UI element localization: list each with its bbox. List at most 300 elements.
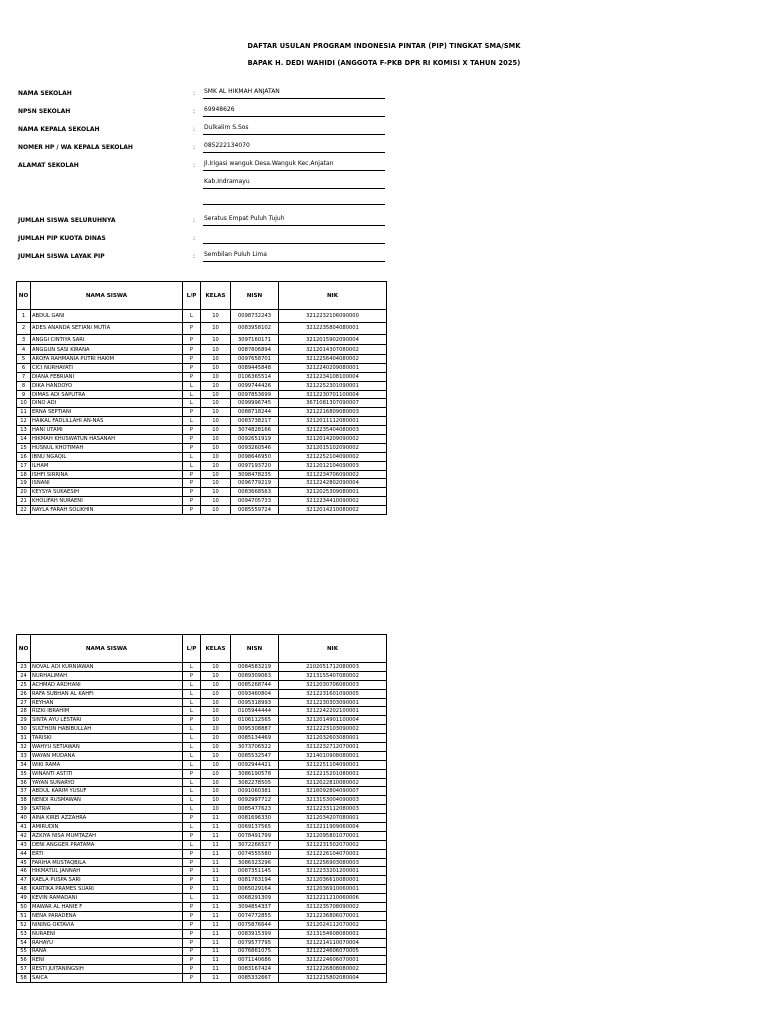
cell-nik: 3212214110070004 <box>279 938 387 947</box>
column-header-nama: NAMA SISWA <box>31 635 183 663</box>
cell-no: 53 <box>17 929 31 938</box>
cell-nama: RENI <box>31 956 183 965</box>
cell-kelas: 10 <box>201 461 231 470</box>
cell-nisn: 0105944444 <box>231 707 279 716</box>
cell-nama: AMIRUDIN <box>31 823 183 832</box>
cell-nik: 3212231502070002 <box>279 840 387 849</box>
cell-nama: RESTI JUITANINGSIH <box>31 965 183 974</box>
cell-nik: 3212224606070005 <box>279 947 387 956</box>
cell-kelas: 11 <box>201 920 231 929</box>
cell-nik: 3212014307080002 <box>279 345 387 355</box>
cell-no: 2 <box>17 322 31 335</box>
cell-nisn: 0079577795 <box>231 938 279 947</box>
cell-nik: 3212014209090002 <box>279 435 387 444</box>
column-header-lp: L/P <box>183 635 201 663</box>
cell-nik: 3212235804080001 <box>279 322 387 335</box>
cell-no: 29 <box>17 716 31 725</box>
cell-nama: CICI NURHAYATI <box>31 363 183 372</box>
cell-nisn: 0095318993 <box>231 698 279 707</box>
cell-nisn: 3074828166 <box>231 426 279 435</box>
info-value: 085222134070 <box>203 142 385 153</box>
cell-nisn: 0096779219 <box>231 479 279 488</box>
cell-nisn: 0098732243 <box>231 310 279 323</box>
cell-lp: L <box>183 840 201 849</box>
cell-no: 39 <box>17 805 31 814</box>
cell-lp: P <box>183 849 201 858</box>
cell-nik: 3212234410090002 <box>279 497 387 506</box>
cell-nama: KHOLIFAH NURAENI <box>31 497 183 506</box>
cell-nisn: 0091060381 <box>231 787 279 796</box>
cell-nama: YAYAN SUNARYO <box>31 778 183 787</box>
cell-no: 25 <box>17 680 31 689</box>
cell-kelas: 10 <box>201 760 231 769</box>
table-row <box>17 823 387 832</box>
cell-kelas: 10 <box>201 345 231 355</box>
cell-nisn: 0098646950 <box>231 452 279 461</box>
cell-kelas: 10 <box>201 335 231 345</box>
cell-nik: 3212034207080001 <box>279 814 387 823</box>
info-colon: : <box>193 235 196 242</box>
cell-nik: 3212015102090002 <box>279 443 387 452</box>
cell-nisn: 0085559724 <box>231 506 279 515</box>
cell-kelas: 10 <box>201 452 231 461</box>
cell-no: 4 <box>17 345 31 355</box>
cell-lp: P <box>183 335 201 345</box>
table-row <box>17 760 387 769</box>
cell-kelas: 11 <box>201 956 231 965</box>
cell-nisn: 0085477623 <box>231 805 279 814</box>
cell-lp: L <box>183 894 201 903</box>
cell-nik: 3214010908080001 <box>279 751 387 760</box>
table-row <box>17 461 387 470</box>
cell-lp: L <box>183 743 201 752</box>
table-row <box>17 663 387 672</box>
cell-lp: L <box>183 399 201 408</box>
cell-nama: SAICA <box>31 974 183 983</box>
cell-nisn: 0099744426 <box>231 381 279 390</box>
cell-lp: L <box>183 698 201 707</box>
table-row <box>17 443 387 452</box>
cell-kelas: 10 <box>201 725 231 734</box>
table-row <box>17 885 387 894</box>
info-colon: : <box>193 126 196 133</box>
cell-lp: P <box>183 426 201 435</box>
table-row <box>17 734 387 743</box>
cell-no: 11 <box>17 408 31 417</box>
cell-no: 43 <box>17 840 31 849</box>
cell-nik: 3212211210060006 <box>279 894 387 903</box>
info-colon: : <box>193 90 196 97</box>
cell-nisn: 0083915399 <box>231 929 279 938</box>
cell-nama: ISHFI SIRRINA <box>31 470 183 479</box>
cell-no: 24 <box>17 671 31 680</box>
cell-lp: P <box>183 876 201 885</box>
cell-nik: 3212236806070001 <box>279 911 387 920</box>
table-row <box>17 920 387 929</box>
cell-nisn: 3072266527 <box>231 840 279 849</box>
cell-kelas: 10 <box>201 435 231 444</box>
table-row <box>17 355 387 364</box>
cell-kelas: 11 <box>201 938 231 947</box>
table-row <box>17 452 387 461</box>
cell-kelas: 10 <box>201 390 231 399</box>
info-value: Dulkalim S.Sos <box>203 124 385 135</box>
cell-nama: WAHYU SETIAWAN <box>31 743 183 752</box>
table-row <box>17 894 387 903</box>
cell-no: 34 <box>17 760 31 769</box>
cell-nama: IBNU NGAQIL <box>31 452 183 461</box>
cell-nisn: 0087351145 <box>231 867 279 876</box>
table-row <box>17 322 387 335</box>
cell-lp: P <box>183 345 201 355</box>
cell-kelas: 11 <box>201 823 231 832</box>
cell-kelas: 11 <box>201 885 231 894</box>
cell-no: 58 <box>17 974 31 983</box>
cell-lp: L <box>183 381 201 390</box>
cell-no: 38 <box>17 796 31 805</box>
cell-nik: 3212234108100004 <box>279 372 387 381</box>
cell-kelas: 11 <box>201 947 231 956</box>
cell-nama: KARTIKA PRAMES SUARI <box>31 885 183 894</box>
cell-no: 18 <box>17 470 31 479</box>
cell-nama: DENI ANGGER PRATAMA <box>31 840 183 849</box>
cell-no: 19 <box>17 479 31 488</box>
table-row <box>17 947 387 956</box>
cell-nik: 3212230701100004 <box>279 390 387 399</box>
cell-nama: NOVAL ADI KURNIAWAN <box>31 663 183 672</box>
cell-nama: ILHAM <box>31 461 183 470</box>
cell-kelas: 11 <box>201 814 231 823</box>
cell-no: 51 <box>17 911 31 920</box>
cell-nisn: 0076861075 <box>231 947 279 956</box>
cell-no: 26 <box>17 689 31 698</box>
cell-nik: 3212242802090004 <box>279 479 387 488</box>
info-label: NOMER HP / WA KEPALA SEKOLAH <box>18 144 133 151</box>
cell-lp: L <box>183 787 201 796</box>
table-row <box>17 707 387 716</box>
cell-kelas: 11 <box>201 903 231 912</box>
cell-no: 23 <box>17 663 31 672</box>
page-title-line-2: BAPAK H. DEDI WAHIDI (ANGGOTA F-PKB DPR RI KOMISI X TAHUN 2025) <box>247 59 521 67</box>
cell-nik: 3212014210080002 <box>279 506 387 515</box>
table-row <box>17 769 387 778</box>
cell-nama: DIANA FEBRIANI <box>31 372 183 381</box>
cell-lp: P <box>183 956 201 965</box>
cell-nama: ACHMAD ARDHANI <box>31 680 183 689</box>
cell-nisn: 0095308887 <box>231 725 279 734</box>
cell-kelas: 10 <box>201 769 231 778</box>
cell-nik: 3212025309080001 <box>279 488 387 497</box>
cell-kelas: 10 <box>201 787 231 796</box>
cell-nisn: 0087806894 <box>231 345 279 355</box>
info-value: Sembilan Puluh Lima <box>203 251 385 262</box>
table-row <box>17 974 387 983</box>
cell-nama: KAELA PUSPA SARI <box>31 876 183 885</box>
table-row <box>17 831 387 840</box>
cell-nisn: 0081696330 <box>231 814 279 823</box>
cell-nama: FARIHA MUSTAQBILA <box>31 858 183 867</box>
table-row <box>17 310 387 323</box>
table-row <box>17 805 387 814</box>
cell-kelas: 10 <box>201 680 231 689</box>
cell-lp: P <box>183 920 201 929</box>
cell-nama: NINING OKTAVIA <box>31 920 183 929</box>
table-row <box>17 426 387 435</box>
cell-kelas: 10 <box>201 689 231 698</box>
cell-nama: WINANTI ASTITI <box>31 769 183 778</box>
cell-lp: P <box>183 716 201 725</box>
cell-nama: ISNANI <box>31 479 183 488</box>
cell-nisn: 3082278505 <box>231 778 279 787</box>
cell-no: 52 <box>17 920 31 929</box>
cell-nik: 3212015902090004 <box>279 335 387 345</box>
column-header-nisn: NISN <box>231 635 279 663</box>
column-header-kelas: KELAS <box>201 635 231 663</box>
info-colon: : <box>193 217 196 224</box>
cell-nisn: 0083668563 <box>231 488 279 497</box>
cell-kelas: 11 <box>201 974 231 983</box>
cell-no: 1 <box>17 310 31 323</box>
cell-nama: HIKMAH KHUSWATUN HASANAH <box>31 435 183 444</box>
cell-lp: L <box>183 310 201 323</box>
cell-lp: P <box>183 488 201 497</box>
cell-kelas: 10 <box>201 743 231 752</box>
table-row <box>17 876 387 885</box>
cell-nisn: 0097853699 <box>231 390 279 399</box>
cell-kelas: 10 <box>201 698 231 707</box>
cell-nik: 3212233201200001 <box>279 867 387 876</box>
cell-lp: L <box>183 796 201 805</box>
table-row <box>17 372 387 381</box>
column-header-kelas: KELAS <box>201 282 231 310</box>
cell-no: 10 <box>17 399 31 408</box>
table-row <box>17 814 387 823</box>
table-row <box>17 796 387 805</box>
info-value: 69948626 <box>203 106 385 117</box>
cell-nik: 3212211909060004 <box>279 823 387 832</box>
cell-no: 32 <box>17 743 31 752</box>
cell-nik: 3213154608080001 <box>279 929 387 938</box>
cell-nama: TARISKI <box>31 734 183 743</box>
table-row <box>17 488 387 497</box>
cell-nik: 3212232712070001 <box>279 743 387 752</box>
cell-nik: 3212233112080003 <box>279 805 387 814</box>
cell-kelas: 10 <box>201 805 231 814</box>
cell-kelas: 10 <box>201 399 231 408</box>
info-label: JUMLAH SISWA SELURUHNYA <box>18 217 116 224</box>
cell-nik: 3213155407080002 <box>279 671 387 680</box>
table-row <box>17 911 387 920</box>
table-row <box>17 698 387 707</box>
cell-nik: 3212095801070001 <box>279 831 387 840</box>
cell-nik: 3212012104090003 <box>279 461 387 470</box>
cell-kelas: 11 <box>201 840 231 849</box>
cell-nik: 3216092804090007 <box>279 787 387 796</box>
cell-lp: L <box>183 689 201 698</box>
cell-nisn: 0083167424 <box>231 965 279 974</box>
column-header-nisn: NISN <box>231 282 279 310</box>
table-row <box>17 479 387 488</box>
cell-kelas: 10 <box>201 417 231 426</box>
cell-kelas: 10 <box>201 479 231 488</box>
cell-nisn: 0106365514 <box>231 372 279 381</box>
cell-nik: 3212215802080004 <box>279 974 387 983</box>
info-label: ALAMAT SEKOLAH <box>18 162 79 169</box>
cell-nama: ABDUL KARIM YUSUF <box>31 787 183 796</box>
cell-lp: P <box>183 867 201 876</box>
cell-nama: ADES ANANDA SETIANI MUTIA <box>31 322 183 335</box>
cell-nik: 3212032603080001 <box>279 734 387 743</box>
cell-no: 8 <box>17 381 31 390</box>
student-table-1 <box>16 281 387 515</box>
info-label: NAMA KEPALA SEKOLAH <box>18 126 100 133</box>
cell-nik: 3212030706080003 <box>279 680 387 689</box>
cell-kelas: 10 <box>201 497 231 506</box>
cell-kelas: 10 <box>201 663 231 672</box>
cell-nik: 3212256903080003 <box>279 858 387 867</box>
cell-no: 7 <box>17 372 31 381</box>
cell-nisn: 3097160171 <box>231 335 279 345</box>
cell-kelas: 11 <box>201 929 231 938</box>
cell-no: 27 <box>17 698 31 707</box>
cell-nama: ERNA SEPTIANI <box>31 408 183 417</box>
cell-lp: L <box>183 751 201 760</box>
cell-nama: RIZKI IBRAHIM <box>31 707 183 716</box>
column-header-no: NO <box>17 282 31 310</box>
cell-nisn: 0065029164 <box>231 885 279 894</box>
cell-lp: P <box>183 443 201 452</box>
cell-nik: 3212226808080002 <box>279 965 387 974</box>
cell-kelas: 10 <box>201 372 231 381</box>
cell-no: 17 <box>17 461 31 470</box>
cell-no: 33 <box>17 751 31 760</box>
info-value: Jl.Irigasi wanguk Desa.Wanguk Kec.Anjatan <box>203 160 385 171</box>
table-row <box>17 671 387 680</box>
cell-lp: P <box>183 903 201 912</box>
table-row <box>17 929 387 938</box>
cell-lp: P <box>183 470 201 479</box>
cell-nisn: 0074555580 <box>231 849 279 858</box>
cell-no: 21 <box>17 497 31 506</box>
table-row <box>17 956 387 965</box>
info-value: SMK AL HIKMAH ANJATAN <box>203 88 385 99</box>
cell-nama: KEYSYA SUKAESIH <box>31 488 183 497</box>
cell-no: 54 <box>17 938 31 947</box>
cell-nama: NENDI RUSMAWAN <box>31 796 183 805</box>
cell-nama: DIKA HANDOYO <box>31 381 183 390</box>
cell-no: 5 <box>17 355 31 364</box>
table-row <box>17 335 387 345</box>
cell-nisn: 0106112565 <box>231 716 279 725</box>
cell-no: 13 <box>17 426 31 435</box>
cell-kelas: 10 <box>201 796 231 805</box>
table-row <box>17 965 387 974</box>
cell-kelas: 10 <box>201 355 231 364</box>
cell-no: 12 <box>17 417 31 426</box>
cell-lp: P <box>183 497 201 506</box>
cell-nik: 3212230303090001 <box>279 698 387 707</box>
cell-lp: L <box>183 461 201 470</box>
table-row <box>17 689 387 698</box>
cell-lp: P <box>183 814 201 823</box>
cell-nama: NENA PARADENA <box>31 911 183 920</box>
table-row <box>17 417 387 426</box>
cell-kelas: 11 <box>201 858 231 867</box>
cell-nama: REYHAN <box>31 698 183 707</box>
cell-nik: 3212215201080001 <box>279 769 387 778</box>
cell-kelas: 11 <box>201 911 231 920</box>
cell-nisn: 0085134469 <box>231 734 279 743</box>
cell-nik: 3212235404080003 <box>279 426 387 435</box>
cell-lp: P <box>183 435 201 444</box>
cell-nisn: 0074772855 <box>231 911 279 920</box>
cell-lp: L <box>183 760 201 769</box>
info-colon: : <box>193 253 196 260</box>
cell-kelas: 10 <box>201 778 231 787</box>
cell-lp: P <box>183 974 201 983</box>
cell-nisn: 0097658701 <box>231 355 279 364</box>
cell-no: 40 <box>17 814 31 823</box>
column-header-nik: NIK <box>279 282 387 310</box>
cell-nik: 3212252104090002 <box>279 452 387 461</box>
cell-lp: P <box>183 938 201 947</box>
cell-lp: P <box>183 858 201 867</box>
table-row <box>17 381 387 390</box>
cell-nik: 3212234706090002 <box>279 470 387 479</box>
cell-nama: SINTA AYU LESTARI <box>31 716 183 725</box>
cell-no: 55 <box>17 947 31 956</box>
cell-nisn: 3094854337 <box>231 903 279 912</box>
cell-no: 28 <box>17 707 31 716</box>
cell-kelas: 10 <box>201 408 231 417</box>
cell-nama: AROFA RAHMANIA PUTRI HAKIM <box>31 355 183 364</box>
cell-lp: P <box>183 322 201 335</box>
cell-no: 41 <box>17 823 31 832</box>
cell-nama: KEVIN RAMADANI <box>31 894 183 903</box>
table-row <box>17 778 387 787</box>
column-header-lp: L/P <box>183 282 201 310</box>
cell-no: 49 <box>17 894 31 903</box>
cell-nisn: 3086323296 <box>231 858 279 867</box>
cell-nisn: 0089445848 <box>231 363 279 372</box>
table-row <box>17 408 387 417</box>
cell-kelas: 10 <box>201 488 231 497</box>
cell-nama: ANGGUN SASI KIRANA <box>31 345 183 355</box>
cell-lp: L <box>183 707 201 716</box>
table-row <box>17 345 387 355</box>
info-label: NPSN SEKOLAH <box>18 108 71 115</box>
cell-lp: P <box>183 372 201 381</box>
table-row <box>17 743 387 752</box>
cell-nama: WIKI RAMA <box>31 760 183 769</box>
cell-nama: AINA KIREI AZZAHRA <box>31 814 183 823</box>
page-title-line-1: DAFTAR USULAN PROGRAM INDONESIA PINTAR (PIP) TINGKAT SMA/SMK <box>247 42 521 50</box>
cell-no: 50 <box>17 903 31 912</box>
cell-nisn: 3098478235 <box>231 470 279 479</box>
table-row <box>17 867 387 876</box>
info-label: NAMA SEKOLAH <box>18 90 72 97</box>
cell-nama: ABDUL GANI <box>31 310 183 323</box>
cell-nisn: 0078491799 <box>231 831 279 840</box>
cell-nisn: 0069137565 <box>231 823 279 832</box>
table-row <box>17 390 387 399</box>
cell-lp: L <box>183 417 201 426</box>
cell-no: 42 <box>17 831 31 840</box>
cell-lp: L <box>183 680 201 689</box>
cell-no: 44 <box>17 849 31 858</box>
table-row <box>17 787 387 796</box>
cell-nik: 3212014901100004 <box>279 716 387 725</box>
